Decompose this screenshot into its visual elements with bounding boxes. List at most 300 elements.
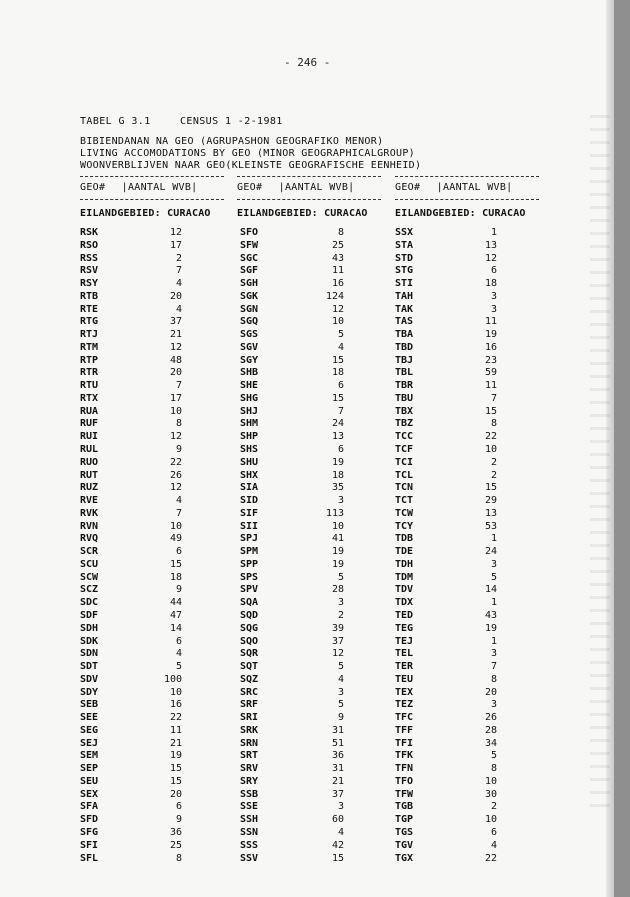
geo-code: TEG — [395, 622, 414, 634]
dwelling-count: 10 — [169, 520, 182, 532]
dwelling-count: 43 — [331, 252, 344, 264]
geo-code: SHJ — [240, 405, 259, 417]
table-row — [395, 597, 540, 610]
table-row — [80, 840, 225, 853]
table-row — [240, 380, 385, 393]
table-row — [240, 597, 385, 610]
divider-mid-2 — [237, 199, 381, 200]
table-row — [395, 393, 540, 406]
geo-code: SCW — [80, 571, 99, 583]
table-row — [80, 827, 225, 840]
dwelling-count: 14 — [484, 584, 497, 596]
table-row — [80, 661, 225, 674]
geo-code: SFD — [80, 814, 99, 826]
table-row — [80, 559, 225, 572]
table-row — [240, 508, 385, 521]
dwelling-count: 10 — [169, 405, 182, 417]
geo-code: TCI — [395, 456, 414, 468]
table-row — [395, 827, 540, 840]
dwelling-count: 8 — [175, 852, 182, 864]
dwelling-count: 19 — [331, 456, 344, 468]
table-row — [395, 546, 540, 559]
geo-header: GEO# — [395, 182, 421, 193]
geo-code: SSX — [395, 227, 414, 238]
geo-code: SHB — [240, 367, 259, 379]
dwelling-count: 3 — [337, 597, 344, 609]
dwelling-count: 49 — [169, 533, 182, 545]
dwelling-count: 6 — [175, 801, 182, 813]
dwelling-count: 20 — [484, 686, 497, 698]
dwelling-count: 1 — [490, 533, 497, 545]
table-row — [240, 840, 385, 853]
dwelling-count: 1 — [490, 597, 497, 609]
geo-code: SGH — [240, 278, 259, 290]
table-row — [395, 776, 540, 789]
dwelling-count: 6 — [490, 265, 497, 277]
dwelling-count: 14 — [169, 622, 182, 634]
dwelling-count: 41 — [331, 533, 344, 545]
geo-code: SEP — [80, 763, 99, 775]
dwelling-count: 35 — [331, 482, 344, 494]
geo-code: RTR — [80, 367, 99, 379]
count-header: |AANTAL WVB| — [278, 182, 355, 193]
dwelling-count: 59 — [484, 367, 497, 379]
table-row — [395, 699, 540, 712]
dwelling-count: 31 — [331, 724, 344, 736]
divider-top-1 — [80, 176, 224, 177]
bleed-through-shadow — [590, 115, 610, 815]
table-row — [240, 725, 385, 738]
table-row — [80, 316, 225, 329]
dwelling-count: 5 — [175, 661, 182, 673]
table-row — [80, 853, 225, 866]
geo-code: RUI — [80, 431, 99, 443]
geo-code: SHU — [240, 456, 259, 468]
dwelling-count: 9 — [175, 814, 182, 826]
table-row — [80, 418, 225, 431]
geo-code: SEJ — [80, 737, 99, 749]
dwelling-count: 6 — [337, 380, 344, 392]
table-row — [240, 559, 385, 572]
dwelling-count: 5 — [490, 750, 497, 762]
geo-code: RVN — [80, 520, 99, 532]
geo-header: GEO# — [237, 182, 263, 193]
table-row — [395, 431, 540, 444]
geo-code: TFN — [395, 763, 414, 775]
table-row — [395, 316, 540, 329]
dwelling-count: 4 — [337, 673, 344, 685]
table-row — [395, 278, 540, 291]
dwelling-count: 15 — [331, 354, 344, 366]
dwelling-count: 11 — [484, 316, 497, 328]
table-row — [80, 253, 225, 266]
table-row — [240, 329, 385, 342]
header-line-english: LIVING ACCOMODATIONS BY GEO (MINOR GEOGRAPHICALGROUP) — [80, 148, 415, 159]
dwelling-count: 12 — [169, 482, 182, 494]
header-line-dutch: WOONVERBLIJVEN NAAR GEO(KLEINSTE GEOGRAFISCHE EENHEID) — [80, 160, 422, 171]
table-row — [240, 636, 385, 649]
dwelling-count: 100 — [163, 673, 182, 685]
dwelling-count: 12 — [169, 431, 182, 443]
count-header: |AANTAL WVB| — [121, 182, 198, 193]
dwelling-count: 15 — [169, 763, 182, 775]
geo-code: TDV — [395, 584, 414, 596]
geo-code: SSV — [240, 852, 259, 864]
table-row — [80, 508, 225, 521]
table-row — [395, 265, 540, 278]
dwelling-count: 113 — [325, 507, 344, 519]
geo-code: SDH — [80, 622, 99, 634]
dwelling-count: 2 — [490, 801, 497, 813]
geo-code: SRF — [240, 699, 259, 711]
table-row — [395, 840, 540, 853]
table-row — [395, 814, 540, 827]
dwelling-count: 10 — [169, 686, 182, 698]
count-header: |AANTAL WVB| — [436, 182, 513, 193]
dwelling-count: 20 — [169, 367, 182, 379]
table-row — [240, 572, 385, 585]
dwelling-count: 30 — [484, 788, 497, 800]
dwelling-count: 19 — [484, 622, 497, 634]
dwelling-count: 3 — [490, 290, 497, 302]
geo-code: SFI — [80, 839, 99, 851]
table-row — [395, 521, 540, 534]
geo-code: TFO — [395, 775, 414, 787]
table-row — [80, 610, 225, 623]
dwelling-count: 15 — [169, 558, 182, 570]
table-row — [80, 265, 225, 278]
table-row — [240, 393, 385, 406]
geo-code: SPJ — [240, 533, 259, 545]
table-row — [80, 546, 225, 559]
geo-code: RTG — [80, 316, 99, 328]
dwelling-count: 10 — [331, 520, 344, 532]
geo-code: TGS — [395, 826, 414, 838]
dwelling-count: 13 — [484, 507, 497, 519]
geo-code: SRI — [240, 712, 259, 724]
dwelling-count: 12 — [169, 227, 182, 238]
geo-code: TCT — [395, 495, 414, 507]
dwelling-count: 15 — [169, 775, 182, 787]
geo-code: TBD — [395, 341, 414, 353]
dwelling-count: 37 — [331, 788, 344, 800]
table-row — [240, 648, 385, 661]
dwelling-count: 26 — [169, 469, 182, 481]
geo-code: SGY — [240, 354, 259, 366]
table-row — [240, 278, 385, 291]
table-row — [240, 623, 385, 636]
table-row — [240, 457, 385, 470]
geo-code: TCF — [395, 444, 414, 456]
dwelling-count: 124 — [325, 290, 344, 302]
dwelling-count: 6 — [175, 635, 182, 647]
geo-code: TBX — [395, 405, 414, 417]
geo-code: STI — [395, 278, 414, 290]
dwelling-count: 7 — [490, 392, 497, 404]
table-row — [395, 342, 540, 355]
geo-code: SDT — [80, 661, 99, 673]
geo-code: SGQ — [240, 316, 259, 328]
table-row — [395, 763, 540, 776]
dwelling-count: 19 — [331, 546, 344, 558]
geo-code: TDM — [395, 571, 414, 583]
table-row — [395, 584, 540, 597]
geo-code: RVQ — [80, 533, 99, 545]
dwelling-count: 37 — [331, 635, 344, 647]
dwelling-count: 17 — [169, 392, 182, 404]
geo-code: SHM — [240, 418, 259, 430]
geo-code: TBZ — [395, 418, 414, 430]
table-row — [80, 584, 225, 597]
geo-code: SGC — [240, 252, 259, 264]
table-row — [240, 687, 385, 700]
geo-code: TGV — [395, 839, 414, 851]
table-row — [395, 457, 540, 470]
dwelling-count: 7 — [337, 405, 344, 417]
dwelling-count: 5 — [490, 571, 497, 583]
dwelling-count: 6 — [337, 444, 344, 456]
dwelling-count: 16 — [484, 341, 497, 353]
geo-code: SGN — [240, 303, 259, 315]
table-row — [80, 623, 225, 636]
table-row — [395, 355, 540, 368]
table-row — [240, 521, 385, 534]
dwelling-count: 8 — [175, 418, 182, 430]
table-row — [240, 776, 385, 789]
geo-code: SPV — [240, 584, 259, 596]
table-row — [240, 431, 385, 444]
geo-code: SDN — [80, 648, 99, 660]
table-row — [80, 674, 225, 687]
table-row — [80, 342, 225, 355]
table-row — [240, 240, 385, 253]
geo-code: SQA — [240, 597, 259, 609]
dwelling-count: 2 — [490, 469, 497, 481]
table-row — [240, 367, 385, 380]
table-row — [395, 623, 540, 636]
table-row — [80, 712, 225, 725]
geo-code: TCN — [395, 482, 414, 494]
dwelling-count: 9 — [175, 444, 182, 456]
table-row — [80, 801, 225, 814]
geo-code: SGS — [240, 329, 259, 341]
table-row — [80, 533, 225, 546]
geo-code: SEX — [80, 788, 99, 800]
dwelling-count: 12 — [169, 341, 182, 353]
geo-code: TFK — [395, 750, 414, 762]
dwelling-count: 28 — [484, 724, 497, 736]
table-row — [395, 853, 540, 866]
dwelling-count: 7 — [175, 380, 182, 392]
dwelling-count: 4 — [337, 341, 344, 353]
table-row — [240, 763, 385, 776]
table-row — [395, 380, 540, 393]
table-row — [80, 814, 225, 827]
table-row — [240, 801, 385, 814]
dwelling-count: 15 — [331, 392, 344, 404]
table-row — [80, 457, 225, 470]
geo-code: TEJ — [395, 635, 414, 647]
dwelling-count: 7 — [175, 507, 182, 519]
geo-code: TDH — [395, 558, 414, 570]
table-row — [240, 584, 385, 597]
geo-code: SIA — [240, 482, 259, 494]
dwelling-count: 22 — [484, 431, 497, 443]
dwelling-count: 17 — [169, 239, 182, 251]
geo-code: TEU — [395, 673, 414, 685]
geo-code: TAS — [395, 316, 414, 328]
dwelling-count: 13 — [331, 431, 344, 443]
dwelling-count: 22 — [169, 712, 182, 724]
geo-code: SQT — [240, 661, 259, 673]
table-row — [80, 406, 225, 419]
table-row — [80, 240, 225, 253]
dwelling-count: 20 — [169, 788, 182, 800]
geo-code: TFW — [395, 788, 414, 800]
dwelling-count: 37 — [169, 316, 182, 328]
dwelling-count: 60 — [331, 814, 344, 826]
geo-code: SHG — [240, 392, 259, 404]
dwelling-count: 39 — [331, 622, 344, 634]
dwelling-count: 12 — [331, 303, 344, 315]
dwelling-count: 48 — [169, 354, 182, 366]
dwelling-count: 8 — [490, 673, 497, 685]
geo-code: RTU — [80, 380, 99, 392]
table-row — [80, 521, 225, 534]
table-row — [80, 789, 225, 802]
geo-code: SQZ — [240, 673, 259, 685]
table-row — [80, 750, 225, 763]
dwelling-count: 18 — [331, 469, 344, 481]
geo-code: SPS — [240, 571, 259, 583]
dwelling-count: 36 — [331, 750, 344, 762]
geo-code: RTP — [80, 354, 99, 366]
dwelling-count: 4 — [175, 495, 182, 507]
dwelling-count: 43 — [484, 609, 497, 621]
dwelling-count: 12 — [331, 648, 344, 660]
column-header-3 — [395, 182, 512, 193]
table-row — [395, 661, 540, 674]
table-row — [240, 406, 385, 419]
geo-code: TER — [395, 661, 414, 673]
table-row — [80, 699, 225, 712]
dwelling-count: 15 — [331, 852, 344, 864]
table-row — [240, 674, 385, 687]
dwelling-count: 9 — [337, 712, 344, 724]
geo-code: SRN — [240, 737, 259, 749]
data-column-2 — [240, 227, 385, 865]
table-row — [395, 291, 540, 304]
table-row — [80, 278, 225, 291]
table-row — [240, 610, 385, 623]
geo-code: SEU — [80, 775, 99, 787]
table-row — [240, 814, 385, 827]
geo-code: RUZ — [80, 482, 99, 494]
dwelling-count: 9 — [175, 584, 182, 596]
table-row — [80, 367, 225, 380]
geo-code: TDE — [395, 546, 414, 558]
geo-code: RUF — [80, 418, 99, 430]
geo-code: SDK — [80, 635, 99, 647]
table-row — [80, 776, 225, 789]
geo-code: TDB — [395, 533, 414, 545]
dwelling-count: 6 — [490, 826, 497, 838]
geo-code: RSO — [80, 239, 99, 251]
dwelling-count: 3 — [490, 699, 497, 711]
table-row — [395, 508, 540, 521]
geo-code: SEG — [80, 724, 99, 736]
geo-code: RVK — [80, 507, 99, 519]
geo-code: SRV — [240, 763, 259, 775]
dwelling-count: 4 — [175, 648, 182, 660]
dwelling-count: 21 — [331, 775, 344, 787]
geo-code: RTJ — [80, 329, 99, 341]
geo-code: SFL — [80, 852, 99, 864]
geo-code: SCR — [80, 546, 99, 558]
dwelling-count: 51 — [331, 737, 344, 749]
geo-code: SSH — [240, 814, 259, 826]
dwelling-count: 24 — [484, 546, 497, 558]
dwelling-count: 22 — [484, 852, 497, 864]
dwelling-count: 10 — [484, 444, 497, 456]
table-row — [240, 853, 385, 866]
geo-code: SDV — [80, 673, 99, 685]
table-row — [80, 431, 225, 444]
table-row — [240, 789, 385, 802]
table-row — [240, 533, 385, 546]
table-row — [395, 674, 540, 687]
dwelling-count: 8 — [337, 227, 344, 238]
geo-code: TBL — [395, 367, 414, 379]
table-row — [395, 789, 540, 802]
table-row — [240, 418, 385, 431]
dwelling-count: 47 — [169, 609, 182, 621]
geo-code: TAH — [395, 290, 414, 302]
table-row — [240, 712, 385, 725]
geo-code: RTE — [80, 303, 99, 315]
dwelling-count: 3 — [337, 495, 344, 507]
dwelling-count: 21 — [169, 737, 182, 749]
dwelling-count: 29 — [484, 495, 497, 507]
table-row — [240, 227, 385, 240]
dwelling-count: 3 — [490, 648, 497, 660]
dwelling-count: 31 — [331, 763, 344, 775]
table-row — [395, 572, 540, 585]
divider-top-2 — [237, 176, 381, 177]
table-row — [240, 546, 385, 559]
table-row — [395, 304, 540, 317]
table-row — [80, 329, 225, 342]
geo-code: TCC — [395, 431, 414, 443]
geo-code: STD — [395, 252, 414, 264]
table-row — [80, 495, 225, 508]
dwelling-count: 11 — [169, 724, 182, 736]
table-row — [240, 661, 385, 674]
dwelling-count: 18 — [331, 367, 344, 379]
table-row — [395, 227, 540, 240]
geo-code: SQO — [240, 635, 259, 647]
header-line-papiamentu: BIBIENDANAN NA GEO (AGRUPASHON GEOGRAFIKO MENOR) — [80, 136, 384, 147]
geo-code: RTM — [80, 341, 99, 353]
geo-code: RSY — [80, 278, 99, 290]
table-row — [240, 444, 385, 457]
geo-code: RUA — [80, 405, 99, 417]
dwelling-count: 8 — [490, 418, 497, 430]
geo-code: TBJ — [395, 354, 414, 366]
region-label-3: EILANDGEBIED: CURACAO — [395, 208, 526, 219]
geo-code: SSS — [240, 839, 259, 851]
geo-code: SSB — [240, 788, 259, 800]
